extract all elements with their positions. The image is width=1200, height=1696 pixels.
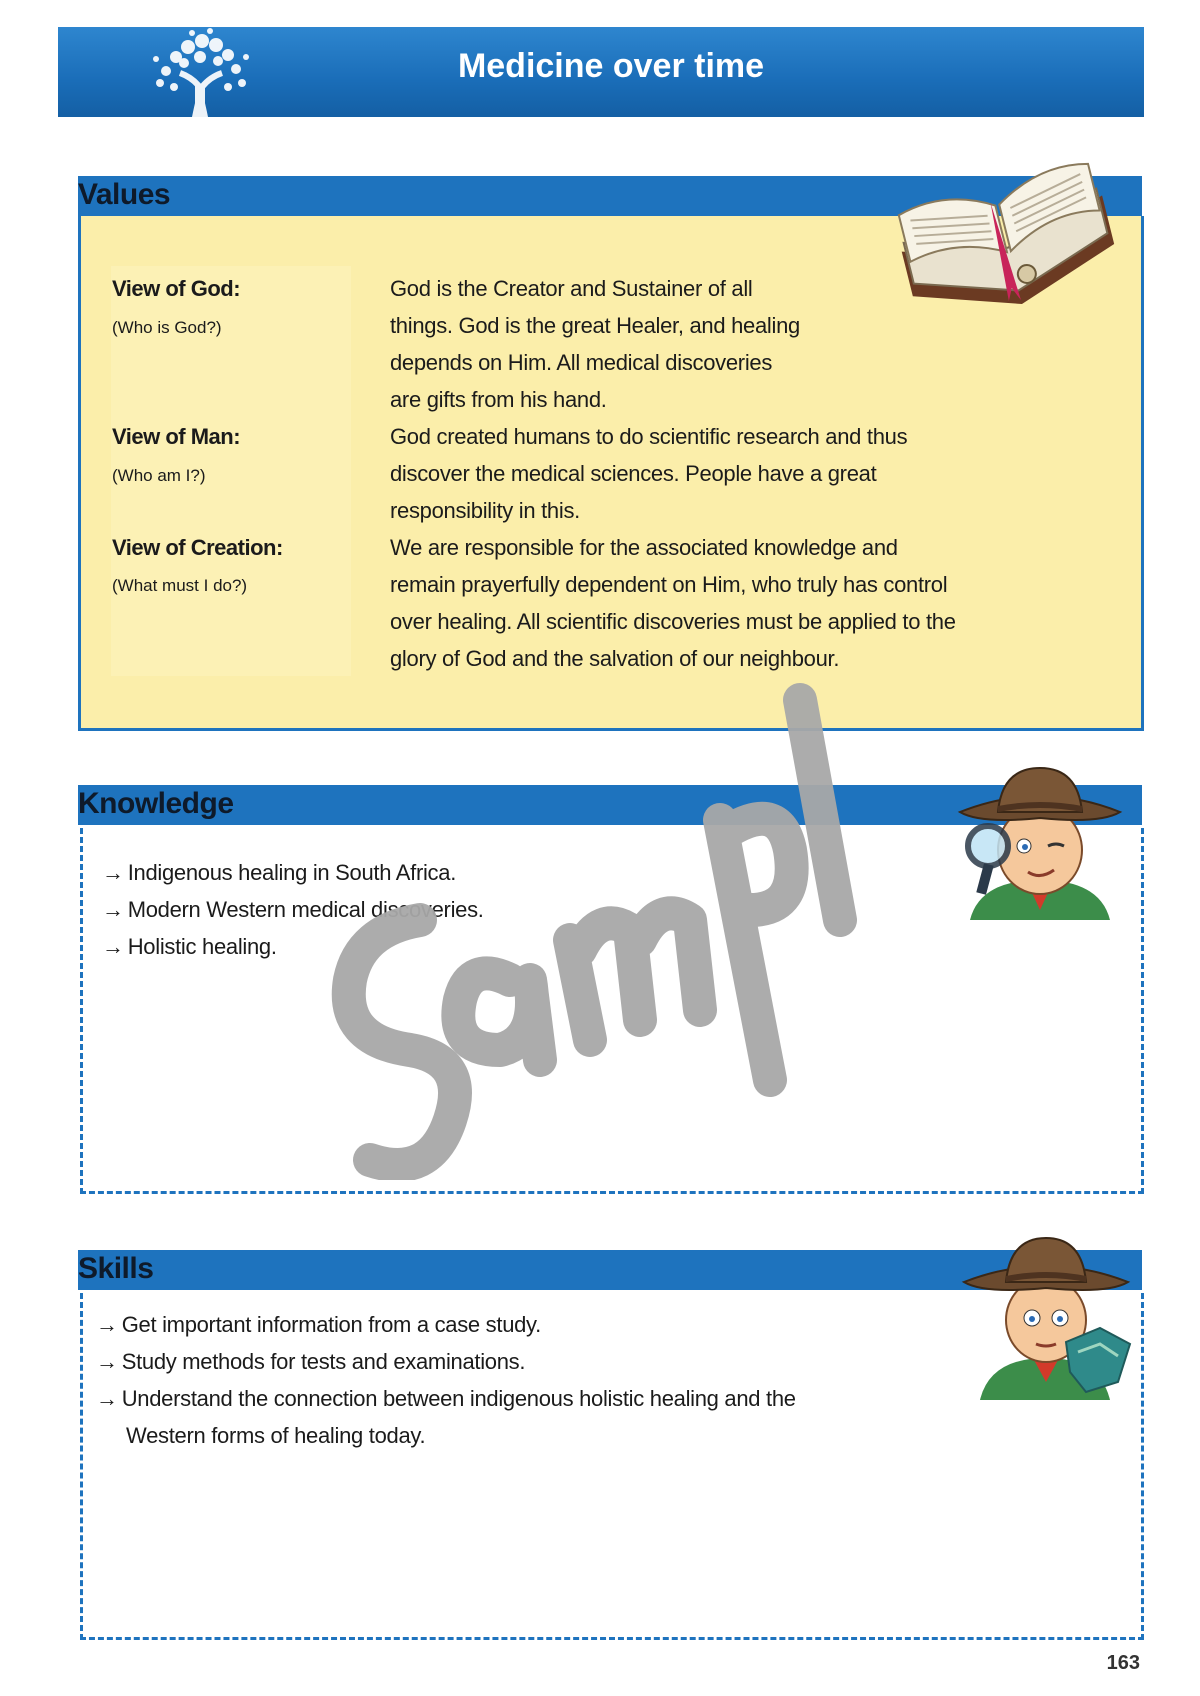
knowledge-item: → Holistic healing. bbox=[102, 934, 277, 959]
view-of-man-label: View of Man: bbox=[112, 424, 241, 449]
view-of-creation-sub: (What must I do?) bbox=[112, 576, 248, 595]
view-of-god-text: God is the Creator and Sustainer of all things. God is the great Healer, and healing depends on Him. All medical discoveries are gifts from his hand. bbox=[390, 276, 800, 412]
page-title: Medicine over time bbox=[457, 47, 765, 85]
skills-item: → Get important information from a case study. bbox=[96, 1312, 541, 1337]
knowledge-item: → Modern Western medical discoveries. bbox=[102, 897, 484, 922]
open-bible-icon bbox=[888, 160, 1124, 320]
page-header-banner bbox=[58, 27, 1144, 117]
knowledge-heading: Knowledge bbox=[78, 787, 234, 820]
view-of-god-sub: (Who is God?) bbox=[112, 318, 222, 337]
view-of-creation-text: We are responsible for the associated knowledge and remain prayerfully dependent on Him, who truly has control over healing. All scientific discoveries must be applied to the glory of God and the salvation of our neighbour. bbox=[390, 535, 956, 671]
view-of-man-sub: (Who am I?) bbox=[112, 466, 206, 485]
skills-item: → Study methods for tests and examinations. bbox=[96, 1349, 526, 1374]
view-of-man-text: God created humans to do scientific research and thus discover the medical sciences. People have a great responsibility in this. bbox=[390, 424, 908, 523]
arrow-right-icon: → bbox=[102, 934, 124, 959]
arrow-right-icon: → bbox=[102, 860, 124, 885]
explorer-map-icon bbox=[950, 1232, 1140, 1402]
page-number: 163 bbox=[1106, 1652, 1140, 1674]
skills-heading: Skills bbox=[78, 1252, 154, 1285]
values-heading: Values bbox=[78, 178, 171, 211]
arrow-right-icon: → bbox=[96, 1386, 118, 1411]
explorer-magnifier-icon bbox=[940, 760, 1140, 930]
arrow-right-icon: → bbox=[102, 897, 124, 922]
view-of-creation-label: View of Creation: bbox=[112, 535, 283, 560]
arrow-right-icon: → bbox=[96, 1349, 118, 1374]
view-of-god-label: View of God: bbox=[112, 276, 241, 301]
skills-item-continuation: Western forms of healing today. bbox=[126, 1423, 426, 1448]
arrow-right-icon: → bbox=[96, 1312, 118, 1337]
knowledge-item: → Indigenous healing in South Africa. bbox=[102, 860, 457, 885]
skills-item: → Understand the connection between indigenous holistic healing and the bbox=[96, 1386, 796, 1411]
